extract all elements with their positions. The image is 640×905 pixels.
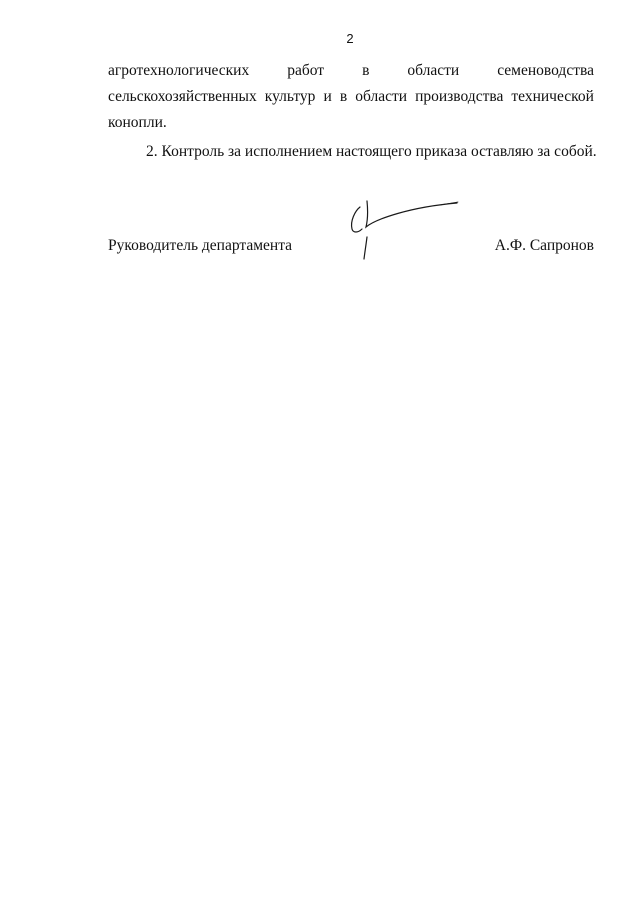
- word: в: [362, 62, 370, 79]
- word: культур: [264, 88, 316, 105]
- paragraph-1-line-1: [108, 58, 594, 84]
- paragraph-1: [108, 58, 594, 136]
- word: технической: [511, 88, 594, 105]
- paragraph-2-text: 2. Контроль за исполнением настоящего приказа оставляю за собой.: [146, 143, 597, 160]
- word: области: [355, 88, 408, 105]
- word: производства: [415, 88, 504, 105]
- word: сельскохозяйственных: [108, 88, 257, 105]
- word: агротехнологических: [108, 62, 250, 79]
- word: конопли.: [108, 114, 167, 131]
- paragraph-1-line-3: [108, 110, 594, 136]
- word: семеноводства: [497, 62, 594, 79]
- paragraph-1-line-2: [108, 84, 594, 110]
- word: в: [339, 88, 348, 105]
- signature-block: [108, 233, 594, 259]
- signatory-name: А.Ф. Сапронов: [494, 237, 594, 254]
- page-number: 2: [346, 31, 354, 46]
- word: работ: [287, 62, 325, 79]
- word: области: [407, 62, 460, 79]
- paragraph-2: [146, 139, 596, 165]
- word: и: [323, 88, 332, 105]
- signatory-title: Руководитель департамента: [108, 237, 293, 254]
